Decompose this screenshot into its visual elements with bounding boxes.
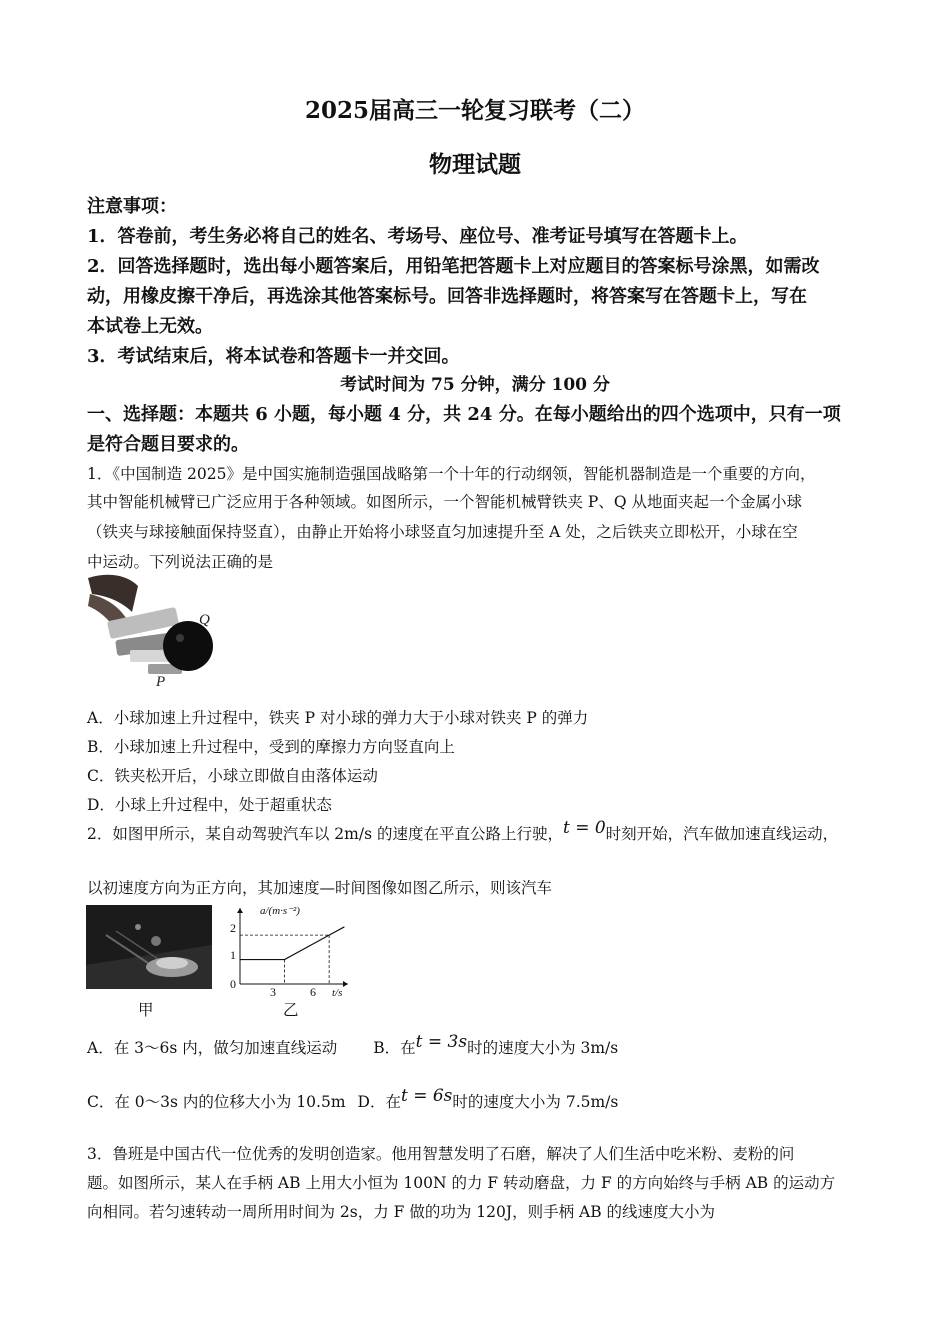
q2-stem-part1: 2．如图甲所示，某自动驾驶汽车以 2m/s 的速度在平直公路上行驶， xyxy=(87,825,563,843)
chart-ytick-2: 2 xyxy=(230,921,236,935)
q1-option-d: D．小球上升过程中，处于超重状态 xyxy=(87,796,332,814)
q2-stem-line2: 以初速度方向为正方向，其加速度—时间图像如图乙所示，则该汽车 xyxy=(87,879,553,897)
q1-robot-clamp-figure xyxy=(86,572,226,690)
section1-heading-line1: 一、选择题：本题共 6 小题，每小题 4 分，共 24 分。在每小题给出的四个选项中，只有一项 xyxy=(87,404,841,425)
q3-stem-line3: 向相同。若匀速转动一周所用时间为 2s，力 F 做的功为 120J，则手柄 AB 的线速度大小为 xyxy=(87,1203,716,1221)
q1-option-b: B．小球加速上升过程中，受到的摩擦力方向竖直向上 xyxy=(87,738,455,756)
q1-option-c: C．铁夹松开后，小球立即做自由落体运动 xyxy=(87,767,378,785)
exam-title: 2025届高三一轮复习联考（二） xyxy=(304,97,645,124)
q3-stem-line2: 题。如图所示，某人在手柄 AB 上用大小恒为 100N 的力 F 转动磨盘，力 F 的方向始终与手柄 AB 的运动方 xyxy=(87,1174,836,1192)
chart-xtick-3: 3 xyxy=(270,985,276,999)
chart-y-arrow xyxy=(237,908,243,913)
q2-time-math: t = 0 xyxy=(562,818,606,838)
exam-time: 考试时间为 75 分钟，满分 100 分 xyxy=(340,375,610,395)
q2-acceleration-chart xyxy=(224,900,354,1000)
q2-fig-label-jia: 甲 xyxy=(138,1001,154,1019)
chart-point-1 xyxy=(284,959,285,960)
chart-xtick-6: 6 xyxy=(310,985,316,999)
chart-x-arrow xyxy=(343,981,348,987)
q2-fig-label-yi: 乙 xyxy=(283,1001,299,1019)
chart-ylabel: a/(m·s⁻²) xyxy=(260,905,300,917)
note-item-2-line2: 动，用橡皮擦干净后，再选涂其他答案标号。回答非选择题时，将答案写在答题卡上，写在 xyxy=(87,286,807,307)
q1-stem-line2: 其中智能机械臂已广泛应用于各种领域。如图所示，一个智能机械臂铁夹 P、Q 从地面夹起一个金属小球 xyxy=(87,493,802,511)
section1-heading-line2: 是符合题目要求的。 xyxy=(87,434,249,455)
q2-options-row1 xyxy=(87,1032,619,1058)
q2-option-a: A．在 3～6s 内，做匀加速直线运动 xyxy=(87,1039,338,1057)
chart-point-3 xyxy=(343,926,344,927)
q2-option-d-math: t = 6s xyxy=(400,1086,453,1106)
q1-option-a: A．小球加速上升过程中，铁夹 P 对小球的弹力大于小球对铁夹 P 的弹力 xyxy=(87,709,589,727)
q2-option-b-math: t = 3s xyxy=(415,1032,468,1052)
chart-ytick-1: 1 xyxy=(230,948,236,962)
q1-stem-line1: 1．《中国制造 2025》是中国实施制造强国战略第一个十年的行动纲领，智能机器制造是一个重要的方向， xyxy=(87,465,816,483)
q1-stem-line3: （铁夹与球接触面保持竖直），由静止开始将小球竖直匀加速提升至 A 处，之后铁夹立即松开，小球在空 xyxy=(87,523,798,541)
q1-fig-label-p: P xyxy=(156,674,166,690)
q2-stem-part2: 时刻开始，汽车做加速直线运动， xyxy=(605,825,839,843)
chart-origin: 0 xyxy=(230,977,236,991)
q2-car-photo xyxy=(86,905,212,989)
q2-option-b-part1: B．在 xyxy=(373,1039,416,1057)
chart-point-2 xyxy=(329,935,330,936)
note-item-3: 3．考试结束后，将本试卷和答题卡一并交回。 xyxy=(87,346,460,367)
note-item-2-line1: 2．回答选择题时，选出每小题答案后，用铅笔把答题卡上对应题目的答案标号涂黑，如需改 xyxy=(87,256,820,277)
q2-option-d-part2: 时的速度大小为 7.5m/s xyxy=(452,1093,619,1111)
chart-xlabel: t/s xyxy=(332,987,343,999)
notes-heading: 注意事项： xyxy=(87,196,177,217)
q2-stem-line1 xyxy=(87,818,839,844)
note-item-1: 1．答卷前，考生务必将自己的姓名、考场号、座位号、准考证号填写在答题卡上。 xyxy=(87,226,748,247)
q2-option-c: C．在 0～3s 内的位移大小为 10.5m xyxy=(87,1093,346,1111)
q1-fig-label-q: Q xyxy=(199,612,210,628)
chart-series-acceleration xyxy=(240,927,344,960)
subject-title: 物理试题 xyxy=(429,151,521,178)
q2-option-b-part2: 时的速度大小为 3m/s xyxy=(467,1039,619,1057)
q1-stem-line4: 中运动。下列说法正确的是 xyxy=(87,553,274,571)
q2-option-d-part1: D．在 xyxy=(357,1093,401,1111)
note-item-2-line3: 本试卷上无效。 xyxy=(87,316,213,337)
chart-point-0 xyxy=(239,959,240,960)
q2-options-row2 xyxy=(87,1086,619,1112)
q3-stem-line1: 3．鲁班是中国古代一位优秀的发明创造家。他用智慧发明了石磨，解决了人们生活中吃米粉、麦粉的问 xyxy=(87,1145,795,1163)
